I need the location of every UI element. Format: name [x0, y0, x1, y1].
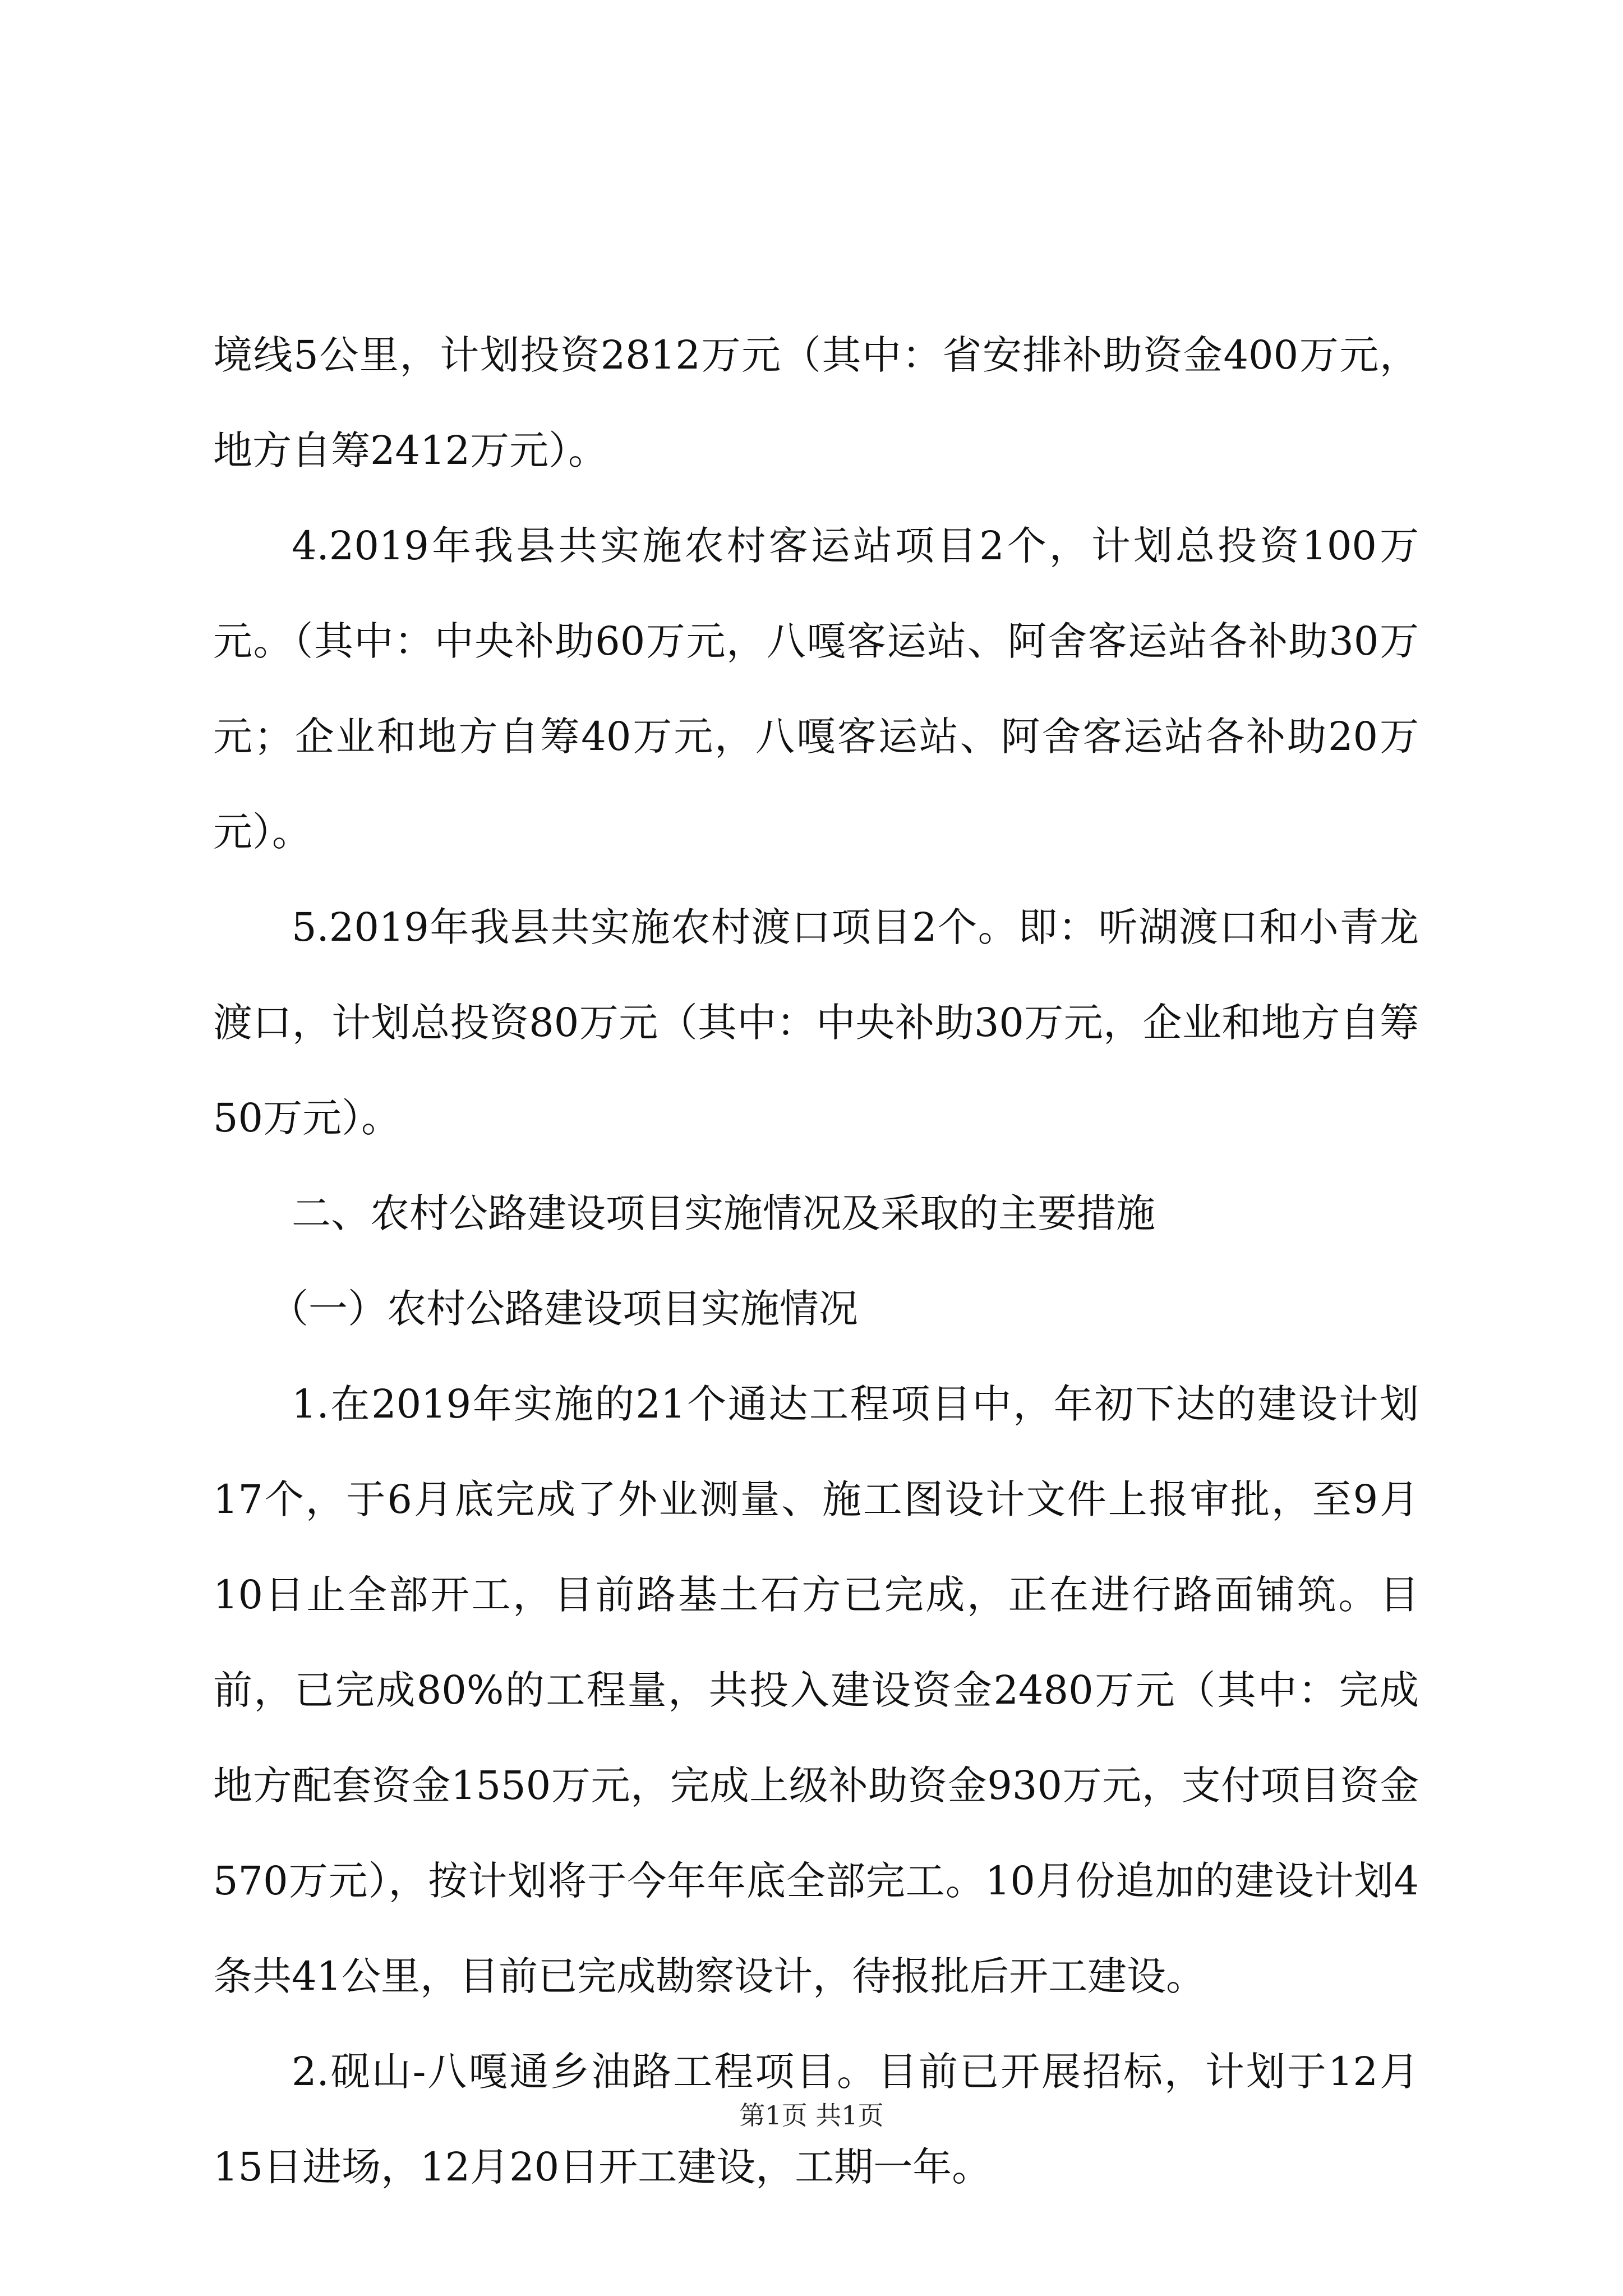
paragraph-item-1: 1.在2019年实施的21个通达工程项目中，年初下达的建设计划17个，于6月底完成了外业测量、施工图设计文件上报审批，至9月10日止全部开工，目前路基土石方已完成，正在进行路面铺筑。目前，已完成80%的工程量，共投入建设资金2480万元（其中：完成地方配套资金1550万元，完成上级补助资金930万元，支付项目资金570万元），按计划将于今年年底全部完工。10月份追加的建设计划4条共41公里，目前已完成勘察设计，待报批后开工建设。: [213, 1381, 1419, 1999]
paragraph-item-5: 5.2019年我县共实施农村渡口项目2个。即：听湖渡口和小青龙渡口，计划总投资80万元（其中：中央补助30万元，企业和地方自筹50万元）。: [213, 904, 1419, 1141]
subsection-heading: （一）农村公路建设项目实施情况: [269, 1286, 858, 1332]
paragraph-continuation: 境线5公里，计划投资2812万元（其中：省安排补助资金400万元，地方自筹2412万元）。: [213, 332, 1419, 473]
page-footer: 第1页 共1页: [739, 2100, 884, 2131]
paragraph-item-2: 2.砚山-八嘎通乡油路工程项目。目前已开展招标，计划于12月15日进场，12月20日开工建设，工期一年。: [213, 2049, 1419, 2190]
paragraph-item-4: 4.2019年我县共实施农村客运站项目2个，计划总投资100万元。（其中：中央补助60万元，八嘎客运站、阿舍客运站各补助30万元；企业和地方自筹40万元，八嘎客运站、阿舍客运站各补助20万元）。: [213, 523, 1419, 855]
section-heading: 二、农村公路建设项目实施情况及采取的主要措施: [292, 1190, 1155, 1236]
document-body: [213, 307, 1419, 2215]
